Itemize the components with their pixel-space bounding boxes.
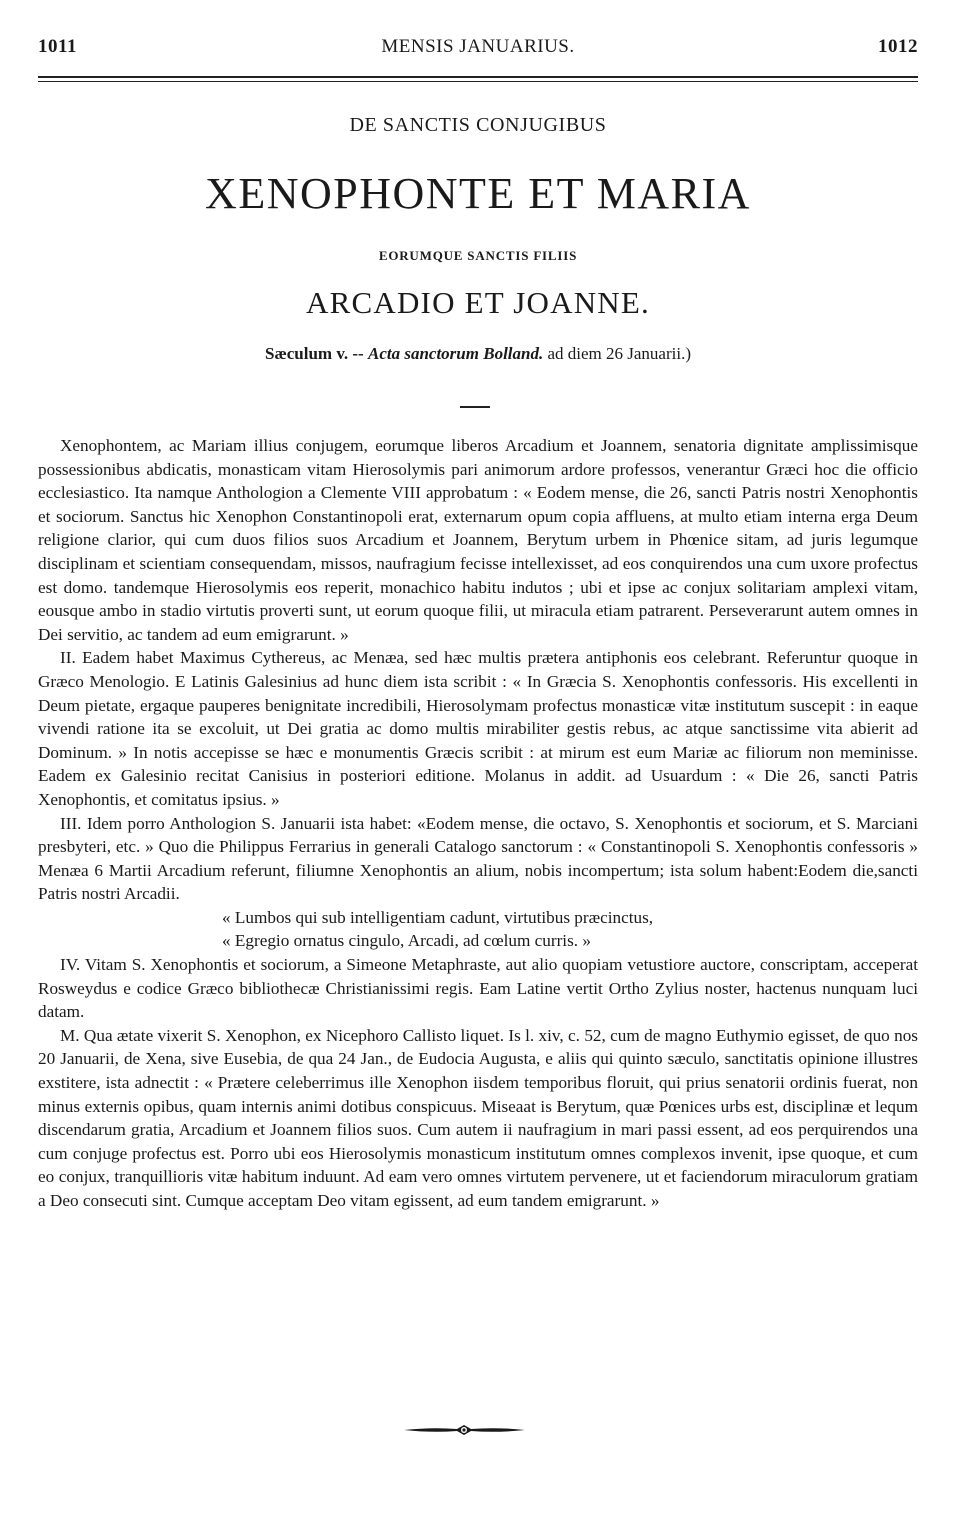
running-head (38, 36, 918, 62)
body-text (38, 434, 918, 1213)
citation-part3: ad diem 26 Januarii.) (543, 344, 691, 363)
paragraph-4: IV. Vitam S. Xenophontis et sociorum, a Simeone Metaphraste, aut alio quopiam vetustiore auctore, conscriptam, acceperat Rosweydus e codice Græco bibliothecæ Christianissimi regis. Eam Latine vertit Ortho Zylius noster, hactenus nunquam luci datam. (38, 955, 918, 1022)
page-number-right: 1012 (878, 36, 918, 57)
verse-line-2: « Egregio ornatus cingulo, Arcadi, ad cœlum curris. » (222, 931, 591, 951)
heading-main: XENOPHONTE ET MARIA (205, 169, 751, 218)
paragraph-2: II. Eadem habet Maximus Cythereus, ac Menæa, sed hæc multis prætera antiphonis eos celebrant. Referuntur quoque in Græco Menologio. E Latinis Galesinius ad hunc diem ista scribit : « In Græcia S. Xenophontis confessoris. His excellenti in Deum pietate, ergaque pauperes benignitate incredibili, Hierosolymam profectus monasticæ vitæ institutum suscepit : in eaque vivendi ratione ita se excoluit, ut Dei gratia ac domo multis mirabiliter gestis rebus, ac atque sanctissime vita abierit ad Dominum. » In notis accepisse se hæc e monumentis Græcis scribit : at mirum est eum Mariæ ac filiorum non meminisse. Eadem ex Galesinio recitat Canisius in posteriori editione. Molanus in addit. ad Usuardum : « Die 26, sancti Patris Xenophontis, et comitatus ipsius. » (38, 648, 918, 809)
citation (38, 344, 918, 364)
heading-names: ARCADIO ET JOANNE. (306, 285, 650, 320)
header-rule-thin (38, 81, 918, 82)
page-number-left: 1011 (38, 36, 77, 57)
paragraph-3: III. Idem porro Anthologion S. Januarii ista habet: «Eodem mense, die octavo, S. Xenophontis et sociorum, et S. Marciani presbyteri, etc. » Quo die Philippus Ferrarius in generali Catalogo sanctorum : « Constantinopoli S. Xenophontis confessoris » Menæa 6 Martii Arcadium referunt, filiumne Xenophontis an alium, nobis incompertum; ista solum habent:Eodem die,sancti Patris nostri Arcadii. (38, 813, 918, 904)
end-ornament-icon (402, 1422, 527, 1438)
citation-part2: Acta sanctorum Bolland. (367, 344, 544, 363)
paragraph-1: Xenophontem, ac Mariam illius conjugem, eorumque liberos Arcadium et Joannem, senatoria dignitate amplissimisque possessionibus abdicatis, monasticam vitam Hierosolymis pari animorum ardore professos, venerantur Græci hoc die officio ecclesiastico. Ita namque Anthologion a Clemente VIII approbatum : « Eodem mense, die 26, sancti Patris nostri Xenophontis et sociorum. Sanctus hic Xenophon Constantinopoli erat, externarum opum copia affluens, at multo etiam interna erga Deum religione clarior, qui cum duos filios suos Arcadium et Joannem, Berytum urbem in Phœnice sitam, ad juris legumque disciplinam et scientiam consequendam, missos, naufragium fecisse intellexisset, ad eos conquirendos una cum uxore profectus est domo. tandemque Hierosolymis eos reperit, monachico habitu indutos ; ubi et ipse ac conjux solitariam amplexi vitam, eousque ambo in stadio virtutis proverti sunt, ut eorum quoque filii, ut miracula etiam patrarent. Perseverarunt autem omnes in Dei servitio, ac tandem ad eum emigrarunt. » (38, 436, 918, 644)
verse-line-1: « Lumbos qui sub intelligentiam cadunt, virtutibus præcinctus, (222, 907, 654, 927)
heading-sub: EORUMQUE SANCTIS FILIIS (378, 248, 578, 263)
header-rule (38, 76, 918, 78)
paragraph-5: M. Qua ætate vixerit S. Xenophon, ex Nicephoro Callisto liquet. Is l. xiv, c. 52, cum de magno Euthymio egisset, de quo nos 20 Januarii, de Xena, sive Eusebia, de qua 24 Jan., de Eudocia Augusta, e aliis qui quinto sæculo, sanctitatis opinione illustres exstitere, ista adnectit : « Prætere celeberrimus ille Xenophon iisdem temporibus floruit, qui prius senatorii ordinis fuerat, non minus externis opibus, quam internis animi dotibus conspicuus. Miseaat is Berytum, quæ Pœnices urbs est, disciplinæ et lequm discendarum gratia, Arcadium et Joannem filios suos. Cum autem ii naufragium in mari passi essent, ad eos perquirendos una cum conjuge profectus est. Porro ubi eos Hierosolymis monasticum institutum omnes complexos invenit, ipse quoque, et cum eo conjux, tranquillioris vitæ habitum induunt. Ad eam vero omnes virtutem pervenere, ut et faciendorum miraculorum gratiam a Deo consecuti sint. Cumque acceptam Deo vitam egissent, ad eum tandem emigrarunt. » (38, 1025, 918, 1210)
heading-pre: DE SANCTIS CONJUGIBUS (349, 114, 607, 136)
section-rule (460, 406, 490, 408)
running-title: MENSIS JANUARIUS. (381, 36, 575, 57)
citation-part1: Sæculum v. -- (265, 344, 368, 363)
